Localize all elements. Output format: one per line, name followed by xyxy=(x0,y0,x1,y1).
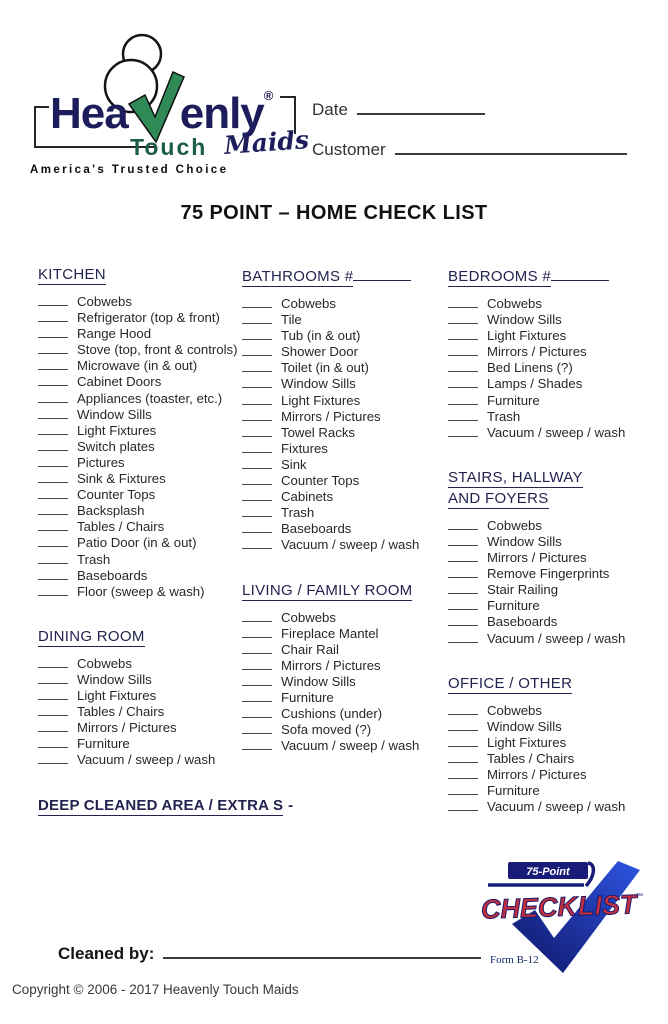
brand-check-icon xyxy=(128,88,180,128)
item-label: Baseboards xyxy=(77,567,148,583)
check-blank xyxy=(38,657,68,668)
checklist-item xyxy=(448,719,664,735)
checklist-item xyxy=(38,471,240,487)
item-label: Backsplash xyxy=(77,503,145,519)
item-label: Patio Door (in & out) xyxy=(77,535,197,551)
check-blank xyxy=(242,538,272,549)
check-blank xyxy=(38,375,68,386)
item-label: Fireplace Mantel xyxy=(281,625,379,641)
item-label: Towel Racks xyxy=(281,424,356,440)
item-label: Window Sills xyxy=(487,718,562,734)
section-dining-room xyxy=(38,628,240,769)
item-label: Mirrors / Pictures xyxy=(281,657,381,673)
cleaned-by-write-line xyxy=(163,944,481,959)
item-label: Window Sills xyxy=(77,406,152,422)
check-blank xyxy=(242,675,272,686)
section-heading-living-family-room: LIVING / FAMILY ROOM xyxy=(242,581,413,599)
check-blank xyxy=(448,297,478,308)
checklist-item xyxy=(38,688,240,704)
item-label: Cobwebs xyxy=(281,609,336,625)
checklist-item xyxy=(448,393,664,409)
check-blank xyxy=(448,768,478,779)
item-label: Floor (sweep & wash) xyxy=(77,583,205,599)
check-blank xyxy=(242,474,272,485)
checklist-item xyxy=(448,328,664,344)
checklist-item xyxy=(242,457,447,473)
checklist-item xyxy=(38,455,240,471)
item-label: Furniture xyxy=(487,392,540,408)
check-blank xyxy=(448,784,478,795)
column-left xyxy=(38,266,240,768)
item-label: Cobwebs xyxy=(487,296,542,311)
checklist-item xyxy=(242,376,447,392)
item-label: Window Sills xyxy=(281,376,356,392)
bathrooms-count-line xyxy=(353,266,411,281)
item-label: Light Fixtures xyxy=(281,392,361,408)
check-blank xyxy=(448,519,478,530)
item-label: Window Sills xyxy=(281,673,356,689)
deep-clean-suffix: - xyxy=(288,797,294,814)
checklist-item xyxy=(448,598,664,614)
section-office-other xyxy=(448,675,664,816)
kitchen-item-list xyxy=(38,294,240,600)
checklist-item xyxy=(38,736,240,752)
checklist-item xyxy=(448,409,664,425)
check-blank xyxy=(448,345,478,356)
checklist-item xyxy=(448,518,664,534)
checklist-item xyxy=(242,706,447,722)
item-label: Light Fixtures xyxy=(77,687,157,703)
item-label: Sink xyxy=(281,456,307,472)
checklist-item xyxy=(38,552,240,568)
item-label: Mirrors / Pictures xyxy=(487,550,587,566)
item-label: Tile xyxy=(281,312,302,328)
checklist-item xyxy=(242,344,447,360)
office-item-list xyxy=(448,703,664,816)
check-blank xyxy=(38,737,68,748)
checklist-item xyxy=(448,376,664,392)
checklist-item xyxy=(242,521,447,537)
item-label: Fixtures xyxy=(281,440,328,456)
check-blank xyxy=(448,329,478,340)
check-blank xyxy=(38,689,68,700)
check-blank xyxy=(38,327,68,338)
checklist-item xyxy=(242,626,447,642)
checklist-item xyxy=(448,703,664,719)
checklist-item xyxy=(242,296,447,312)
check-blank xyxy=(242,707,272,718)
check-blank xyxy=(242,659,272,670)
section-living-family-room xyxy=(242,582,447,755)
check-blank xyxy=(242,394,272,405)
customer-field xyxy=(312,140,627,160)
checklist-item xyxy=(38,423,240,439)
registered-mark: ® xyxy=(263,88,274,103)
checklist-item xyxy=(448,312,664,328)
checklist-item xyxy=(242,441,447,457)
check-blank xyxy=(242,490,272,501)
checklist-item xyxy=(242,425,447,441)
checklist-item xyxy=(448,614,664,630)
cleaned-by-field xyxy=(58,944,481,964)
brand-text-enly: enly xyxy=(179,89,264,138)
check-blank xyxy=(448,752,478,763)
checklist-item xyxy=(448,783,664,799)
checklist-item xyxy=(38,407,240,423)
item-label: Counter Tops xyxy=(77,487,156,503)
item-label: Range Hood xyxy=(77,326,152,342)
copyright-text: Copyright © 2006 - 2017 Heavenly Touch Maids xyxy=(12,982,299,997)
check-blank xyxy=(38,673,68,684)
checklist-item xyxy=(448,582,664,598)
checklist-item xyxy=(242,489,447,505)
checklist-item xyxy=(38,584,240,600)
item-label: Baseboards xyxy=(487,614,558,630)
section-bathrooms xyxy=(242,266,447,554)
brand-text-hea: Hea xyxy=(50,89,128,138)
checklist-item xyxy=(242,658,447,674)
check-blank xyxy=(448,410,478,421)
checklist-item xyxy=(38,720,240,736)
check-blank xyxy=(242,458,272,469)
item-label: Microwave (in & out) xyxy=(77,358,198,374)
item-label: Sink & Fixtures xyxy=(77,471,166,487)
check-blank xyxy=(38,295,68,306)
item-label: Cobwebs xyxy=(487,517,542,533)
item-label: Appliances (toaster, etc.) xyxy=(77,390,223,406)
column-right xyxy=(448,266,664,815)
check-blank xyxy=(38,392,68,403)
checklist-item xyxy=(242,610,447,626)
checklist-item xyxy=(38,342,240,358)
company-logo xyxy=(28,30,328,180)
item-label: Furniture xyxy=(487,783,540,799)
column-middle xyxy=(242,266,447,754)
item-label: Mirrors / Pictures xyxy=(281,408,381,424)
item-label: Mirrors / Pictures xyxy=(487,344,587,360)
check-blank xyxy=(448,720,478,731)
date-label: Date xyxy=(312,100,348,119)
checklist-item xyxy=(38,704,240,720)
checklist-item xyxy=(448,344,664,360)
bathrooms-item-list xyxy=(242,296,447,554)
item-label: Lamps / Shades xyxy=(487,376,583,392)
check-blank xyxy=(448,704,478,715)
checklist-item xyxy=(38,310,240,326)
checklist-item xyxy=(242,473,447,489)
item-label: Remove Fingerprints xyxy=(487,566,610,582)
section-heading-office-other: OFFICE / OTHER xyxy=(448,674,573,692)
checklist-item xyxy=(242,722,447,738)
check-blank xyxy=(448,800,478,811)
check-blank xyxy=(448,632,478,643)
item-label: Pictures xyxy=(77,454,125,470)
check-blank xyxy=(242,723,272,734)
brand-maids: Maids xyxy=(223,125,310,160)
check-blank xyxy=(38,536,68,547)
badge-trademark: ™ xyxy=(636,893,643,900)
section-stairs-hallway-foyers xyxy=(448,469,664,647)
checklist-item xyxy=(448,550,664,566)
item-label: Cushions (under) xyxy=(281,706,383,722)
check-blank xyxy=(448,567,478,578)
checklist-item xyxy=(242,642,447,658)
check-blank xyxy=(38,705,68,716)
page-title: 75 POINT – HOME CHECK LIST xyxy=(180,202,488,224)
section-bedrooms xyxy=(448,266,664,441)
checklist-item xyxy=(448,425,664,441)
checklist-item xyxy=(448,799,664,815)
item-label: Tub (in & out) xyxy=(281,328,361,344)
item-label: Mirrors / Pictures xyxy=(487,766,587,782)
check-blank xyxy=(242,442,272,453)
badge-check-text: CHECK xyxy=(480,891,578,925)
check-blank xyxy=(38,408,68,419)
item-label: Vacuum / sweep / wash xyxy=(487,424,626,440)
checklist-item xyxy=(242,537,447,553)
check-blank xyxy=(38,488,68,499)
brand-tagline: America's Trusted Choice xyxy=(30,164,229,176)
item-label: Cabinets xyxy=(281,489,334,505)
checklist-item xyxy=(448,735,664,751)
item-label: Stair Railing xyxy=(487,582,559,598)
check-blank xyxy=(242,522,272,533)
check-blank xyxy=(448,361,478,372)
checklist-item xyxy=(38,487,240,503)
dining-item-list xyxy=(38,656,240,769)
check-blank xyxy=(242,377,272,388)
deep-cleaned-area-heading: DEEP CLEANED AREA / EXTRA S - xyxy=(38,797,294,814)
checklist-item xyxy=(38,326,240,342)
item-label: Chair Rail xyxy=(281,641,339,657)
checklist-item xyxy=(448,296,664,312)
checklist-item xyxy=(242,360,447,376)
check-blank xyxy=(38,520,68,531)
checklist-item xyxy=(38,656,240,672)
item-label: Bed Linens (?) xyxy=(487,360,573,376)
item-label: Trash xyxy=(281,505,315,521)
check-blank xyxy=(242,361,272,372)
customer-write-line xyxy=(395,141,627,155)
checklist-item xyxy=(38,439,240,455)
item-label: Cobwebs xyxy=(77,655,132,671)
item-label: Light Fixtures xyxy=(487,734,567,750)
living-item-list xyxy=(242,610,447,755)
check-blank xyxy=(242,426,272,437)
item-label: Mirrors / Pictures xyxy=(77,720,177,736)
item-label: Cabinet Doors xyxy=(77,374,162,390)
checklist-item xyxy=(242,505,447,521)
check-blank xyxy=(38,359,68,370)
check-blank xyxy=(242,345,272,356)
check-blank xyxy=(242,297,272,308)
item-label: Baseboards xyxy=(281,521,352,537)
checklist-item xyxy=(38,535,240,551)
checklist-item xyxy=(242,690,447,706)
check-blank xyxy=(448,583,478,594)
item-label: Furniture xyxy=(281,689,334,705)
check-blank xyxy=(38,721,68,732)
checklist-item xyxy=(448,534,664,550)
checklist-item xyxy=(38,503,240,519)
checklist-item xyxy=(38,672,240,688)
check-blank xyxy=(242,410,272,421)
item-label: Cobwebs xyxy=(77,294,132,309)
section-kitchen xyxy=(38,266,240,600)
check-blank xyxy=(448,394,478,405)
check-blank xyxy=(38,456,68,467)
item-label: Light Fixtures xyxy=(487,328,567,344)
item-label: Stove (top, front & controls) xyxy=(77,342,238,358)
check-blank xyxy=(38,504,68,515)
checklist-item xyxy=(242,393,447,409)
date-field xyxy=(312,100,485,120)
section-heading-bathrooms: BATHROOMS # xyxy=(242,266,447,287)
check-blank xyxy=(38,311,68,322)
check-blank xyxy=(448,736,478,747)
checklist-item xyxy=(38,752,240,768)
section-heading-dining-room: DINING ROOM xyxy=(38,627,145,645)
check-blank xyxy=(448,377,478,388)
customer-label: Customer xyxy=(312,140,386,159)
checklist-item xyxy=(448,566,664,582)
check-blank xyxy=(38,424,68,435)
checklist-item xyxy=(38,391,240,407)
badge-list-text: LIST xyxy=(577,889,637,922)
check-blank xyxy=(242,739,272,750)
checklist-item xyxy=(242,312,447,328)
checklist-item xyxy=(448,751,664,767)
section-heading-stairs-hallway-foyers: STAIRS, HALLWAY AND FOYERS xyxy=(448,468,583,507)
check-blank xyxy=(38,553,68,564)
check-blank xyxy=(38,753,68,764)
badge-ribbon-text: 75-Point xyxy=(526,866,570,878)
item-label: Vacuum / sweep / wash xyxy=(77,752,216,768)
item-label: Vacuum / sweep / wash xyxy=(281,738,420,754)
item-label: Vacuum / sweep / wash xyxy=(281,537,420,553)
cleaned-by-label: Cleaned by: xyxy=(58,944,155,963)
check-blank xyxy=(448,599,478,610)
item-label: Toilet (in & out) xyxy=(281,360,369,376)
checklist-item xyxy=(448,631,664,647)
check-blank xyxy=(38,343,68,354)
item-label: Window Sills xyxy=(77,671,152,687)
check-blank xyxy=(448,313,478,324)
check-blank xyxy=(242,643,272,654)
check-blank xyxy=(38,472,68,483)
item-label: Shower Door xyxy=(281,344,358,360)
check-blank xyxy=(448,551,478,562)
check-blank xyxy=(242,329,272,340)
item-label: Vacuum / sweep / wash xyxy=(487,799,626,815)
checklist-item xyxy=(242,409,447,425)
checklist-item xyxy=(38,568,240,584)
check-blank xyxy=(38,569,68,580)
check-blank xyxy=(448,426,478,437)
checklist-item xyxy=(38,519,240,535)
date-write-line xyxy=(357,101,485,115)
item-label: Window Sills xyxy=(487,533,562,549)
badge-ribbon xyxy=(488,862,593,886)
item-label: Cobwebs xyxy=(487,702,542,718)
check-blank xyxy=(242,627,272,638)
item-label: Trash xyxy=(77,551,111,567)
check-blank xyxy=(242,691,272,702)
item-label: Cobwebs xyxy=(281,296,336,311)
checklist-item xyxy=(38,374,240,390)
item-label: Refrigerator (top & front) xyxy=(77,310,220,326)
item-label: Tables / Chairs xyxy=(77,704,165,720)
item-label: Furniture xyxy=(77,736,130,752)
item-label: Window Sills xyxy=(487,312,562,328)
item-label: Trash xyxy=(487,408,521,424)
check-blank xyxy=(242,313,272,324)
logo-bracket-left xyxy=(34,106,49,146)
check-blank xyxy=(38,585,68,596)
item-label: Switch plates xyxy=(77,438,155,454)
checklist-item xyxy=(448,767,664,783)
bedrooms-count-line xyxy=(551,266,609,281)
check-blank xyxy=(38,440,68,451)
item-label: Furniture xyxy=(487,598,540,614)
brand-touch: Touch xyxy=(130,134,208,160)
item-label: Tables / Chairs xyxy=(77,519,165,535)
check-blank xyxy=(242,611,272,622)
item-label: Light Fixtures xyxy=(77,422,157,438)
checklist-item xyxy=(242,674,447,690)
stairs-item-list xyxy=(448,518,664,647)
section-heading-bedrooms: BEDROOMS # xyxy=(448,266,664,287)
item-label: Counter Tops xyxy=(281,473,360,489)
checklist-item xyxy=(38,294,240,310)
section-heading-kitchen: KITCHEN xyxy=(38,266,106,283)
item-label: Tables / Chairs xyxy=(487,750,575,766)
checklist-item xyxy=(38,358,240,374)
item-label: Sofa moved (?) xyxy=(281,722,372,738)
bedrooms-item-list xyxy=(448,296,664,441)
form-number: Form B-12 xyxy=(490,954,539,966)
checklist-item xyxy=(242,328,447,344)
check-blank xyxy=(448,535,478,546)
check-blank xyxy=(448,615,478,626)
check-blank xyxy=(242,506,272,517)
item-label: Vacuum / sweep / wash xyxy=(487,630,626,646)
checklist-item xyxy=(242,738,447,754)
checklist-item xyxy=(448,360,664,376)
